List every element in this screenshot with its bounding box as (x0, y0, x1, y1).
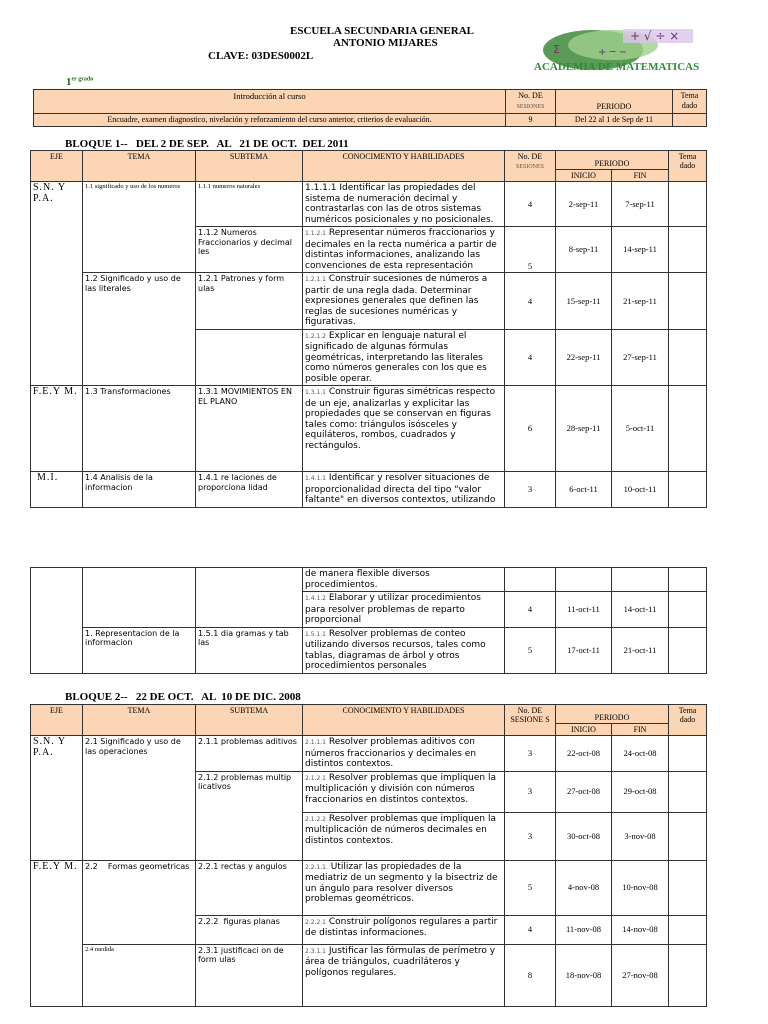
col-subtema: SUBTEMA (196, 151, 303, 182)
cell-conocimiento (303, 592, 505, 628)
intro-no-de (506, 90, 556, 114)
cell-fin: 7-sep-11 (612, 182, 669, 227)
cell-text: Resolver problemas de conteo utilizando diversos recursos, tales como tablas, diagramas de árbol y otros procedimientos personales (305, 628, 486, 671)
cell-code: 2.2.2.1 (305, 918, 326, 926)
cell-sesiones: 4 (505, 592, 556, 628)
cell-conocimiento (303, 273, 505, 330)
col-fin: FIN (612, 724, 669, 736)
cell-inicio: 6-oct-11 (556, 472, 612, 508)
cell-eje: S.N. Y P.A. (31, 182, 83, 386)
cell-fin: 21-sep-11 (612, 273, 669, 330)
cell-conocimiento (303, 812, 505, 860)
school-clave: CLAVE: 03DES0002L (208, 50, 314, 62)
cell-subtema: 2.2.1 rectas y angulos (196, 860, 303, 915)
grade-label (66, 76, 93, 88)
cell-eje: F.E.Y M. (31, 860, 83, 1006)
table-row (31, 860, 707, 915)
cell-fin: 29-oct-08 (612, 771, 669, 812)
cell-code: 2.1.2.2 (305, 815, 326, 823)
cell-conocimiento (303, 736, 505, 772)
table-row (31, 472, 707, 508)
cell-eje (31, 568, 83, 674)
col-tema: TEMA (83, 705, 196, 736)
cell-eje: S.N. Y P.A. (31, 736, 83, 861)
intro-sesiones-text: SESIONES (516, 104, 545, 110)
cell-subtema: 2.3.1 justificaci on de form ulas (196, 944, 303, 1006)
cell-fin: 14-oct-11 (612, 592, 669, 628)
col-eje: EJE (31, 705, 83, 736)
cell-text: Construir polígonos regulares a partir de distintas informaciones. (305, 916, 498, 938)
cell-sesiones: 3 (505, 736, 556, 772)
cell-sesiones: 4 (505, 329, 556, 386)
cell-tema-dado (669, 812, 707, 860)
cell-tema-dado (669, 944, 707, 1006)
cell-tema: 1.2 Significado y uso de las literales (83, 273, 196, 386)
cell-inicio: 22-sep-11 (556, 329, 612, 386)
cell-inicio: 18-nov-08 (556, 944, 612, 1006)
cell-code: 1.1.2.1 (305, 230, 326, 237)
col-tema-dado: Tema dado (669, 151, 707, 182)
cell-text: Resolver problemas que impliquen la multiplicación de números decimales en distintos contextos. (305, 813, 497, 846)
cell-tema-dado (669, 386, 707, 472)
cell-code: 2.1.1.1 (305, 739, 326, 746)
cell-conocimiento: de manera flexible diversos procedimientos. (303, 568, 505, 592)
intro-desc: Encuadre, examen diagnostico, nivelación y reforzamiento del curso anterior, criterios de evaluación. (34, 114, 506, 127)
col-conocimiento: CONOCIMENTO Y HABILIDADES (303, 705, 505, 736)
cell-conocimiento (303, 627, 505, 673)
cell-subtema (196, 329, 303, 386)
cell-sesiones: 8 (505, 944, 556, 1006)
col-periodo: PERIODO (556, 705, 669, 724)
cell-tema: 2.1 Significado y uso de las operaciones (83, 736, 196, 861)
cell-tema: 1.3 Transformaciones (83, 386, 196, 472)
cell-tema: 1. Representacion de la informacion (83, 627, 196, 673)
col-subtema: SUBTEMA (196, 705, 303, 736)
cell-code: 2.1.2.1 (305, 774, 326, 782)
cell-inicio: 2-sep-11 (556, 182, 612, 227)
cell-tema-dado (669, 227, 707, 273)
cell-fin: 21-oct-11 (612, 627, 669, 673)
cell-text: Construir sucesiones de números a partir de una regla dada. Determinar expresiones generales que definen las reglas de sucesiones numéricas y figurativas. (305, 274, 488, 327)
cell-subtema: 2.2.2 figuras planas (196, 915, 303, 944)
intro-title: Introducción al curso (34, 90, 506, 114)
cell-inicio: 28-sep-11 (556, 386, 612, 472)
col-no-de-text: No. DE (517, 152, 543, 161)
cell-eje: F.E.Y M. (31, 386, 83, 472)
grade-suffix: er grado (71, 76, 94, 83)
school-subname: ANTONIO MIJARES (333, 37, 438, 49)
cell-subtema: 1.4.1 re laciones de proporciona lidad (196, 472, 303, 508)
cell-tema-dado (669, 860, 707, 915)
cell-inicio: 15-sep-11 (556, 273, 612, 330)
cell-sesiones: 3 (505, 771, 556, 812)
cell-eje: M.I. (31, 472, 83, 508)
cell-tema: 1.1 significado y uso de los numeros (83, 182, 196, 273)
cell-fin: 14-nov-08 (612, 915, 669, 944)
intro-table (33, 89, 707, 127)
cell-code: 1.2.1.1 (305, 276, 326, 283)
svg-text:+ ─ −: + ─ − (598, 47, 628, 58)
cell-subtema (196, 568, 303, 628)
cell-tema-dado (669, 182, 707, 227)
col-inicio: INICIO (556, 724, 612, 736)
cell-fin: 3-nov-08 (612, 812, 669, 860)
col-sesiones-text: SESIONES (515, 164, 544, 170)
cell-text: Resolver problemas que impliquen la multiplicación y división con números fraccionarios en distintos contextos. (305, 772, 497, 805)
intro-period: Del 22 al 1 de Sep de 11 (556, 114, 673, 127)
school-name: ESCUELA SECUNDARIA GENERAL (290, 25, 474, 37)
cell-subtema: 1.1.2 Numeros Fraccionarios y decimal les (196, 227, 303, 273)
cell-tema-dado (669, 771, 707, 812)
cell-fin: 10-nov-08 (612, 860, 669, 915)
cell-sesiones (505, 568, 556, 592)
col-no-de-text: No. DE (517, 706, 543, 715)
cell-sesiones: 4 (505, 273, 556, 330)
cell-text: Resolver problemas aditivos con números fraccionarios y decimales en distintos contextos. (305, 737, 477, 769)
cell-tema-dado (669, 627, 707, 673)
col-no-de (505, 151, 556, 182)
cell-fin: 27-nov-08 (612, 944, 669, 1006)
cell-conocimiento (303, 944, 505, 1006)
cell-tema: 2.2 Formas geometricas (83, 860, 196, 944)
svg-text:+ √ ÷ ×: + √ ÷ × (630, 29, 680, 43)
cell-tema-dado (669, 736, 707, 772)
cell-sesiones: 5 (505, 227, 556, 273)
col-conocimiento: CONOCIMENTO Y HABILIDADES (303, 151, 505, 182)
col-tema-dado: Tema dado (669, 705, 707, 736)
cell-code: 1.1.1.1 (305, 183, 337, 193)
cell-fin: 10-oct-11 (612, 472, 669, 508)
grade-number: 1 (66, 76, 72, 88)
intro-periodo: PERIODO (556, 90, 673, 114)
cell-tema-dado (669, 915, 707, 944)
cell-fin: 14-sep-11 (612, 227, 669, 273)
cell-inicio: 27-oct-08 (556, 771, 612, 812)
cell-code: 1.3.1.1 (305, 389, 326, 396)
svg-text:Σ: Σ (553, 43, 560, 56)
cell-sesiones: 4 (505, 915, 556, 944)
cell-tema-dado (669, 592, 707, 628)
cell-conocimiento (303, 860, 505, 915)
cell-tema: 1.4 Analisis de la informacion (83, 472, 196, 508)
cell-conocimiento (303, 771, 505, 812)
cell-subtema: 1.5.1 dia gramas y tab las (196, 627, 303, 673)
col-inicio: INICIO (556, 170, 612, 182)
table-row (31, 944, 707, 1006)
cell-conocimiento (303, 472, 505, 508)
bloque2-title: BLOQUE 2-- 22 DE OCT. AL 10 DE DIC. 2008 (65, 691, 301, 703)
cell-sesiones: 3 (505, 812, 556, 860)
cell-text: Identificar las propiedades del sistema de numeración decimal y contrastarlas con las de otros sistemas numéricos posicionales y no posicionales. (305, 183, 494, 225)
cell-sesiones: 5 (505, 860, 556, 915)
cell-inicio: 11-nov-08 (556, 915, 612, 944)
cell-text: Construir figuras simétricas respecto de un eje, analizarlas y explicitar las propiedades que se conservan en figuras tales como: triángulos isósceles y equiláteros, rombos, cuadrados y rectángulos. (305, 387, 496, 451)
cell-text: Representar números fraccionarios y decimales en la recta numérica a partir de distintas informaciones, analizando las convenciones de esta representación (305, 228, 497, 271)
cell-inicio: 17-oct-11 (556, 627, 612, 673)
cell-sesiones: 4 (505, 182, 556, 227)
cell-fin (612, 568, 669, 592)
cell-conocimiento (303, 182, 505, 227)
cell-subtema: 2.1.2 problemas multip licativos (196, 771, 303, 860)
col-no-de (505, 705, 556, 736)
table-row (31, 736, 707, 772)
cell-code: 2.2.1.1. (305, 863, 328, 871)
table-row (31, 568, 707, 592)
cell-inicio: 8-sep-11 (556, 227, 612, 273)
cell-code: 1.2.1.2 (305, 332, 326, 340)
cell-tema-dado (669, 329, 707, 386)
cell-text: Elaborar y utilizar procedimientos para resolver problemas de reparto proporcional (305, 593, 481, 625)
cell-inicio: 4-nov-08 (556, 860, 612, 915)
cell-conocimiento (303, 329, 505, 386)
table-row (31, 386, 707, 472)
cell-inicio (556, 568, 612, 592)
cell-text: Justificar las fórmulas de perímetro y área de triángulos, cuadriláteros y polígonos regulares. (305, 945, 496, 978)
intro-tema-dado: Tema dado (673, 90, 707, 114)
continuation-table (30, 567, 707, 674)
cell-conocimiento (303, 386, 505, 472)
cell-conocimiento (303, 915, 505, 944)
col-eje: EJE (31, 151, 83, 182)
cell-tema-dado (669, 273, 707, 330)
cell-subtema: 2.1.1 problemas aditivos (196, 736, 303, 772)
cell-tema-dado (669, 568, 707, 592)
cell-code: 2.3.1.1 (305, 947, 326, 955)
cell-code: 1.4.1.1 (305, 475, 326, 482)
intro-no-de-text: No. DE (518, 91, 543, 100)
intro-sessions: 9 (506, 114, 556, 127)
bloque2-table (30, 704, 707, 1007)
academia-title: ACADEMIA DE MATEMATICAS (534, 61, 700, 73)
table-row (31, 627, 707, 673)
cell-fin: 24-oct-08 (612, 736, 669, 772)
cell-code: 1.5.1.1 (305, 630, 326, 638)
bloque1-title: BLOQUE 1-- DEL 2 DE SEP. AL 21 DE OCT. DEL 2011 (65, 138, 349, 150)
cell-tema-dado (669, 472, 707, 508)
cell-tema: 2.4 medida (83, 944, 196, 1006)
cell-tema (83, 568, 196, 628)
cell-text: Identificar y resolver situaciones de proporcionalidad directa del tipo "valor faltante" en diversos contextos, utilizando (305, 473, 496, 505)
cell-inicio: 11-oct-11 (556, 592, 612, 628)
cell-code: 1.4.1.2 (305, 595, 326, 602)
bloque1-table (30, 150, 707, 508)
cell-conocimiento (303, 227, 505, 273)
cell-text: Explicar en lenguaje natural el significado de algunas fórmulas geométricas, interpretando las literales como números generales con los que es posible operar. (305, 330, 487, 384)
cell-fin: 5-oct-11 (612, 386, 669, 472)
col-fin: FIN (612, 170, 669, 182)
cell-inicio: 30-oct-08 (556, 812, 612, 860)
cell-inicio: 22-oct-08 (556, 736, 612, 772)
academia-logo (534, 25, 708, 80)
cell-sesiones: 6 (505, 386, 556, 472)
cell-text: Utilizar las propiedades de la mediatriz de un segmento y la bisectriz de un ángulo para resolver diversos problemas geométricos. (305, 861, 498, 904)
table-row (31, 273, 707, 330)
col-periodo: PERIODO (556, 151, 669, 170)
col-tema: TEMA (83, 151, 196, 182)
cell-subtema: 1.1.1 numeros naturales (196, 182, 303, 227)
cell-subtema: 1.3.1 MOVIMIENTOS EN EL PLANO (196, 386, 303, 472)
table-row (31, 182, 707, 227)
cell-sesiones: 3 (505, 472, 556, 508)
cell-sesiones: 5 (505, 627, 556, 673)
intro-check (673, 114, 707, 127)
col-sesiones-text: SESIONE S (510, 715, 550, 724)
cell-subtema: 1.2.1 Patrones y form ulas (196, 273, 303, 330)
cell-fin: 27-sep-11 (612, 329, 669, 386)
